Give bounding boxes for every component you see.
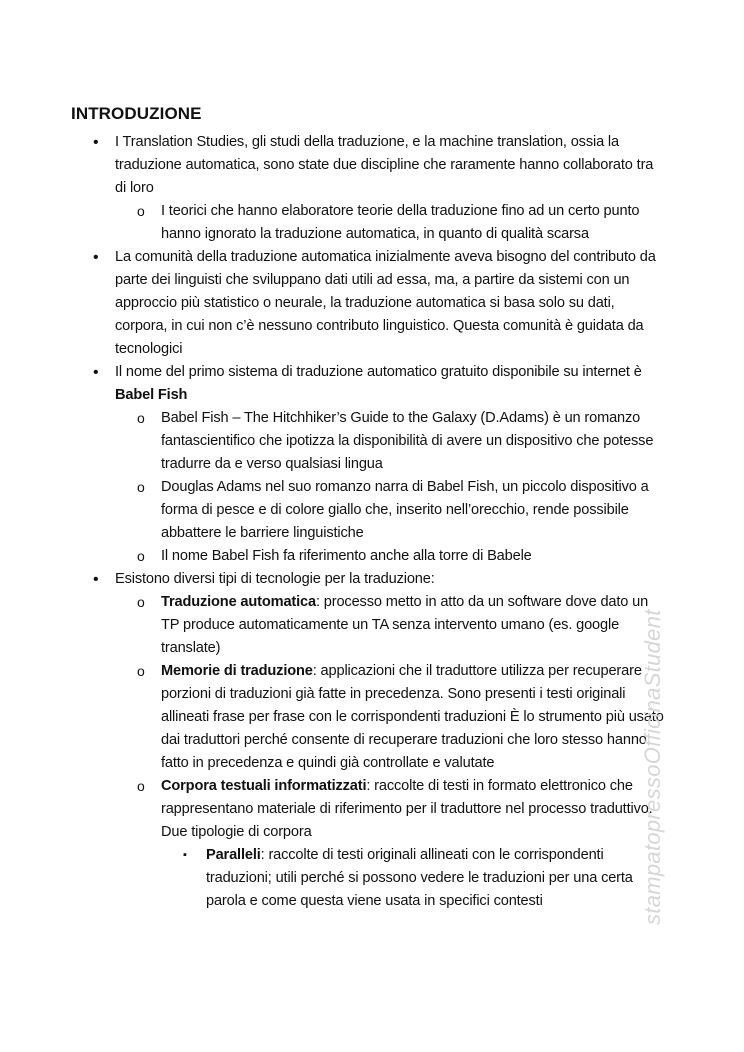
list-item <box>0 131 665 200</box>
bullet-circle-icon: o <box>137 663 145 679</box>
list-item <box>0 361 665 407</box>
item-bold-term: Memorie di traduzione <box>161 663 313 679</box>
item-bold-term: Babel Fish <box>115 387 188 403</box>
bullet-circle-icon: o <box>137 479 145 495</box>
list-item <box>0 407 666 476</box>
item-bold-term: Corpora testuali informatizzati <box>161 778 367 794</box>
item-text: Esistono diversi tipi di tecnologie per la traduzione: <box>115 571 435 587</box>
watermark: stampatopressoOfficinaStudent <box>640 609 665 925</box>
bullet-dot-icon: • <box>93 249 99 266</box>
bullet-circle-icon: o <box>137 594 145 610</box>
item-text: : processo metto in atto da un software dove dato un TP produce automaticamente un TA senza intervento umano (es. google translate) <box>161 594 649 656</box>
item-bold-term: Paralleli <box>206 847 261 863</box>
bullet-circle-icon: o <box>137 203 145 219</box>
list-item <box>0 660 666 775</box>
list-item <box>0 844 666 913</box>
list-item <box>0 200 666 246</box>
list-item <box>0 246 665 361</box>
list-item <box>0 545 666 568</box>
bullet-square-icon: ▪ <box>183 849 187 861</box>
list-item <box>0 476 666 545</box>
item-text: Douglas Adams nel suo romanzo narra di Babel Fish, un piccolo dispositivo a forma di pesce e di colore giallo che, inserito nell’orecchio, rende possibile abbattere le barriere linguistiche <box>161 479 649 541</box>
section-heading: INTRODUZIONE <box>71 104 202 123</box>
item-text: : raccolte di testi originali allineati con le corrispondenti traduzioni; utili perché si possono vedere le traduzioni per una certa parola e come questa viene usata in specifici contesti <box>206 847 633 909</box>
bullet-circle-icon: o <box>137 410 145 426</box>
item-text: La comunità della traduzione automatica inizialmente aveva bisogno del contributo da parte dei linguisti che sviluppano dati utili ad essa, ma, a partire da sistemi con un approccio più statistico o neurale, la traduzione automatica si basa solo su dati, corpora, in cui non c’è nessuno contributo linguistico. Questa comunità è guidata da tecnologici <box>115 249 656 357</box>
bullet-circle-icon: o <box>137 778 145 794</box>
list-item <box>0 775 666 844</box>
item-text: I teorici che hanno elaboratore teorie della traduzione fino ad un certo punto hanno ignorato la traduzione automatica, in quanto di qualità scarsa <box>161 203 640 242</box>
bullet-dot-icon: • <box>93 571 99 588</box>
item-text: Babel Fish – The Hitchhiker’s Guide to the Galaxy (D.Adams) è un romanzo fantascientifico che ipotizza la disponibilità di avere un dispositivo che potesse tradurre da e verso qualsiasi lingua <box>161 410 654 472</box>
list-item <box>0 591 666 660</box>
bullet-circle-icon: o <box>137 548 145 564</box>
bullet-list <box>0 131 744 913</box>
item-text: : raccolte di testi in formato elettronico che rappresentano materiale di riferimento per il traduttore nel processo traduttivo. Due tipologie di corpora <box>161 778 653 840</box>
item-text: Il nome del primo sistema di traduzione automatico gratuito disponibile su internet è <box>115 364 642 380</box>
bullet-dot-icon: • <box>93 134 99 151</box>
bullet-dot-icon: • <box>93 364 99 381</box>
item-text: : applicazioni che il traduttore utilizza per recuperare porzioni di traduzioni già fatte in precedenza. Sono presenti i testi originali allineati frase per frase con le corrispondenti traduzioni È lo strumento più usato dai traduttori perché consente di recuperare traduzioni che loro stesso hanno fatto in precedenza e quindi già controllate e valutate <box>161 663 664 771</box>
item-bold-term: Traduzione automatica <box>161 594 316 610</box>
item-text: Il nome Babel Fish fa riferimento anche alla torre di Babele <box>161 548 532 564</box>
item-text: I Translation Studies, gli studi della traduzione, e la machine translation, ossia la traduzione automatica, sono state due discipline che raramente hanno collaborato tra di loro <box>115 134 654 196</box>
list-item <box>0 568 665 591</box>
